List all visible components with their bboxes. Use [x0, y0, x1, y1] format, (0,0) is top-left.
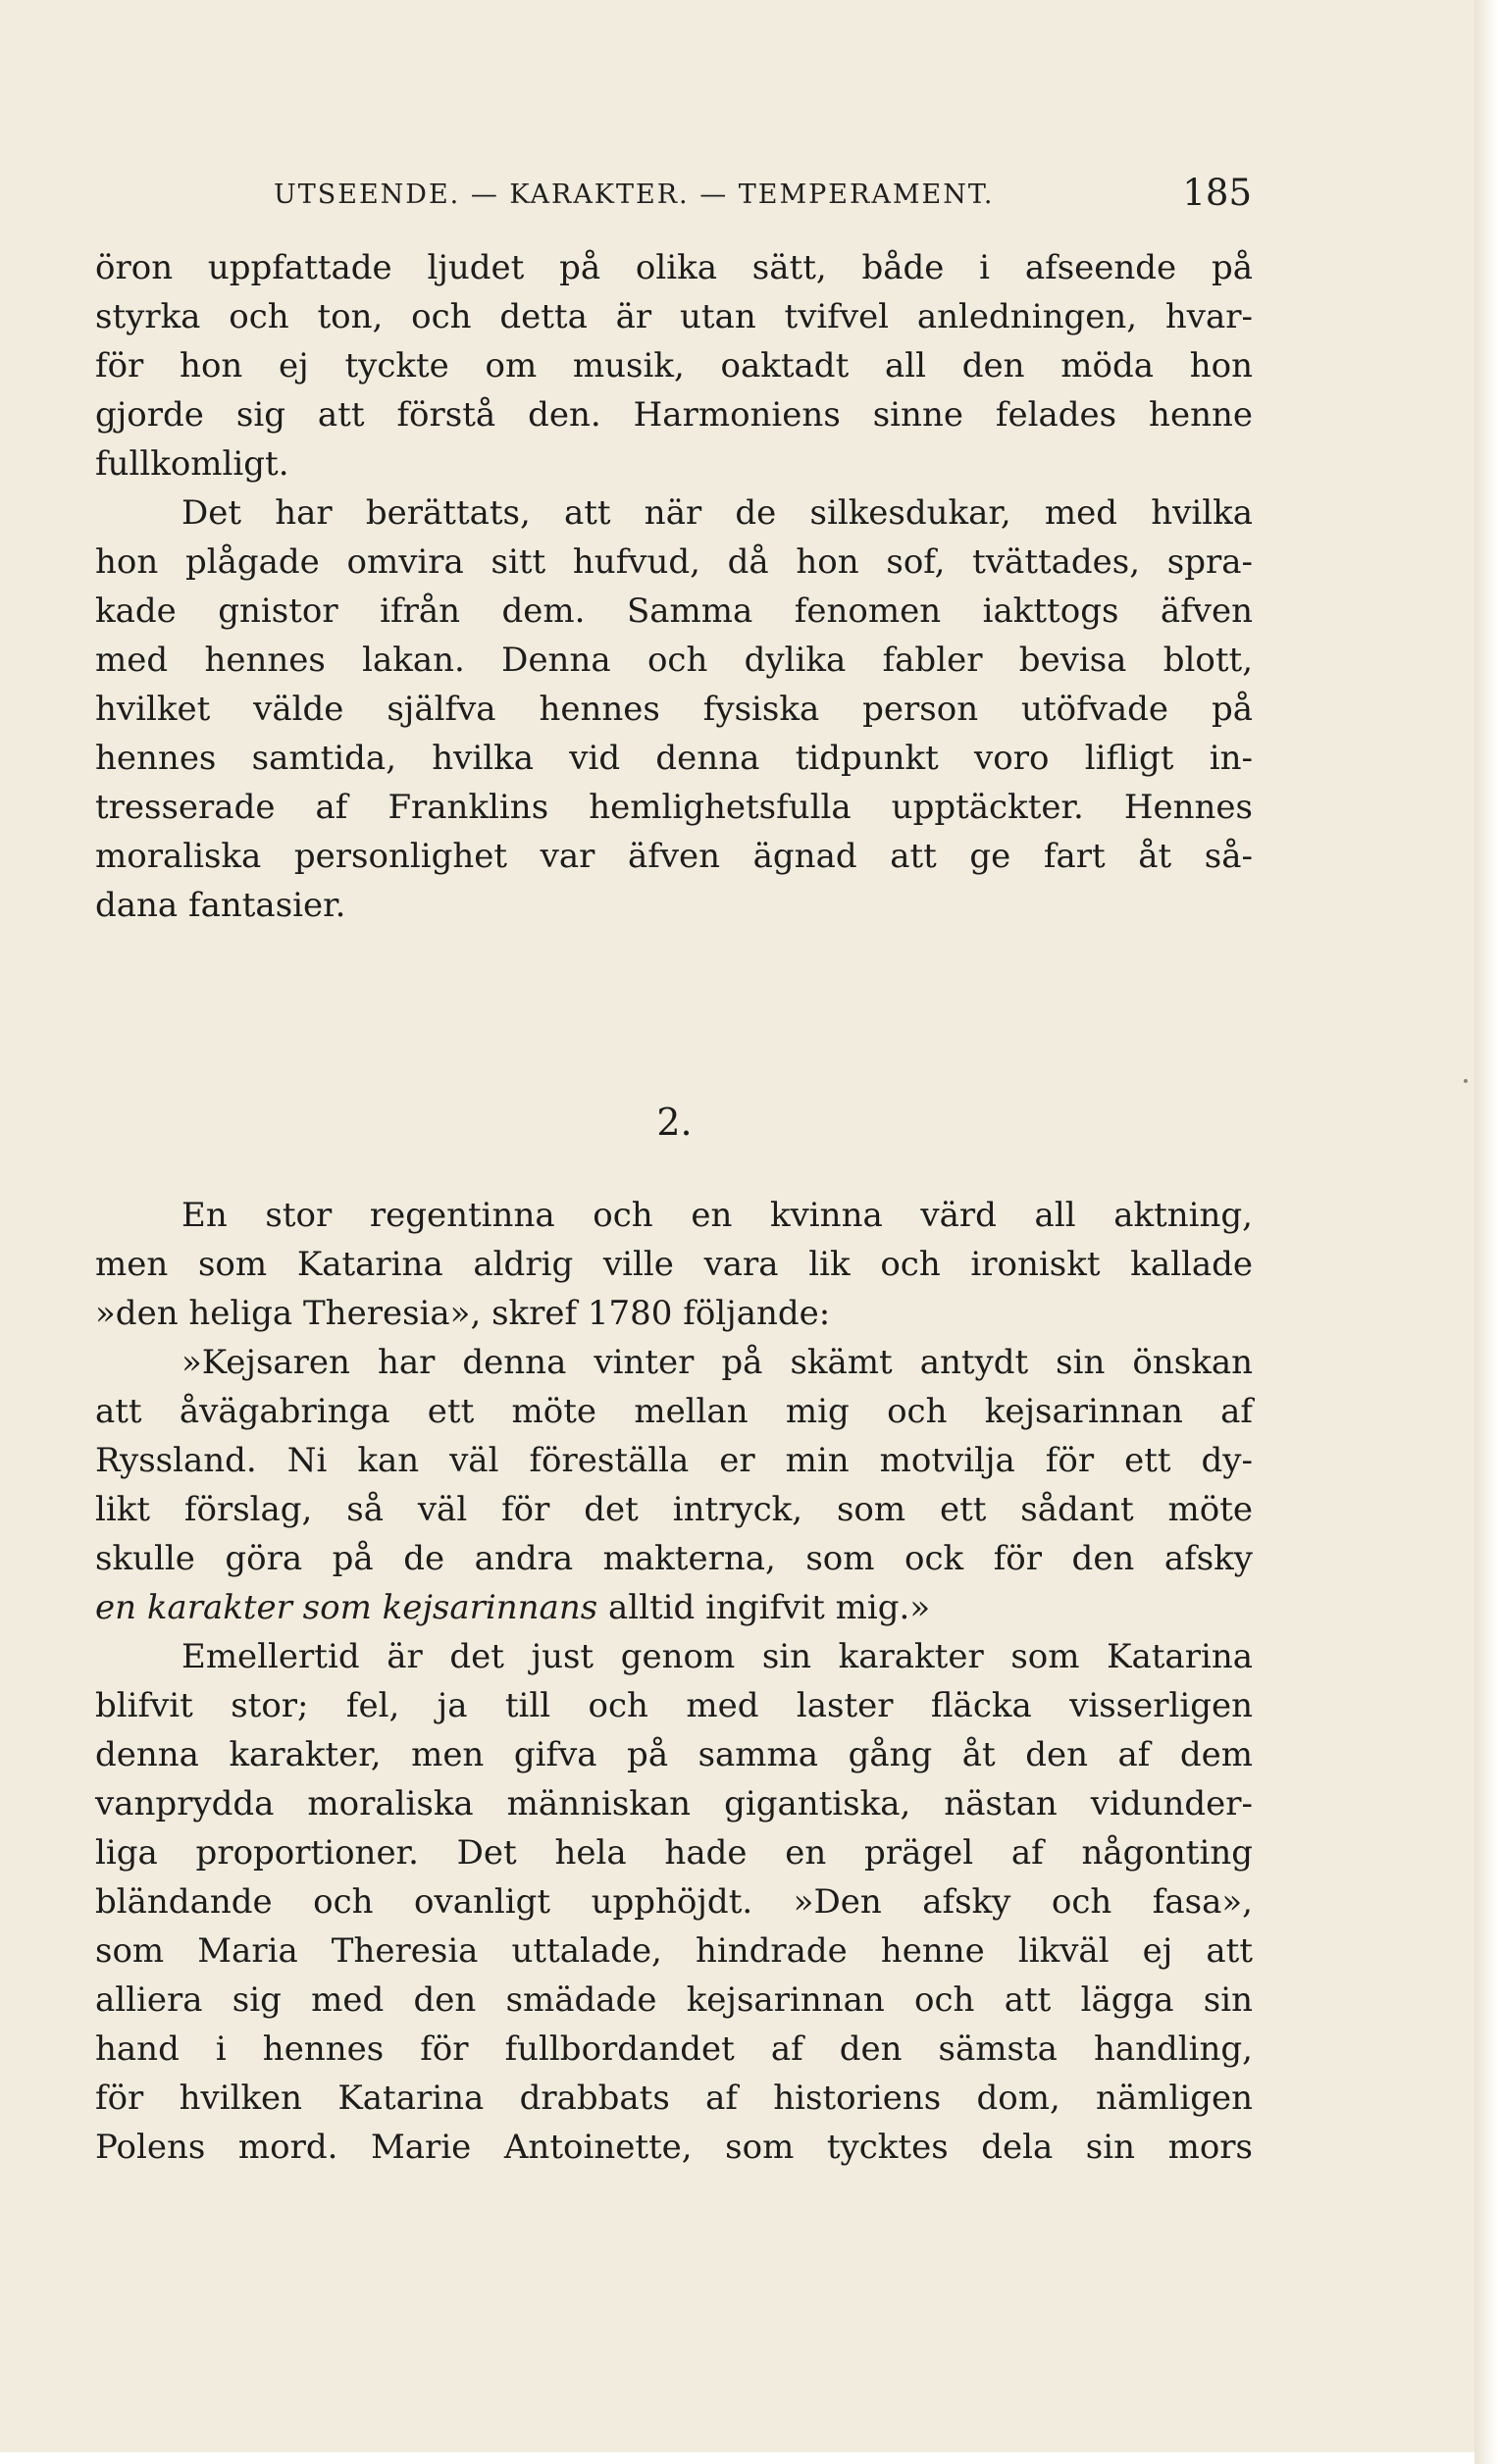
text-line: för hon ej tyckte om musik, oaktadt all den möda hon	[95, 346, 1253, 385]
page-header	[274, 172, 1252, 221]
text-span: alltid ingifvit mig.»	[597, 1588, 931, 1627]
text-line: styrka och ton, och detta är utan tvifvel anledningen, hvar-	[95, 297, 1253, 336]
running-head: UTSEENDE. — KARAKTER. — TEMPERAMENT.	[274, 180, 995, 210]
paper-speck	[1464, 1079, 1468, 1083]
text-line: Emellertid är det just genom sin karakter som Katarina	[181, 1637, 1253, 1676]
text-line: moraliska personlighet var äfven ägnad att ge fart åt så-	[95, 837, 1253, 876]
text-line: skulle göra på de andra makterna, som ock för den afsky	[95, 1539, 1253, 1578]
text-line: kade gnistor ifrån dem. Samma fenomen iakttogs äfven	[95, 591, 1253, 631]
text-line: Det har berättats, att när de silkesdukar, med hvilka	[181, 493, 1253, 533]
text-line: med hennes lakan. Denna och dylika fabler bevisa blott,	[95, 641, 1253, 680]
text-line: En stor regentinna och en kvinna värd all aktning,	[181, 1196, 1253, 1235]
text-line: alliera sig med den smädade kejsarinnan och att lägga sin	[95, 1980, 1253, 2020]
text-line: »den heliga Theresia», skref 1780 följande:	[95, 1294, 831, 1333]
text-line-with-italic	[95, 1583, 1253, 1632]
text-line: men som Katarina aldrig ville vara lik och ironiskt kallade	[95, 1245, 1253, 1284]
text-line: Ryssland. Ni kan väl föreställa er min motvilja för ett dy-	[95, 1441, 1253, 1480]
text-line: hvilket välde själfva hennes fysiska person utöfvade på	[95, 690, 1253, 729]
text-line: fullkomligt.	[95, 444, 289, 484]
text-line: likt förslag, så väl för det intryck, som ett sådant möte	[95, 1490, 1253, 1529]
text-line: liga proportioner. Det hela hade en prägel af någonting	[95, 1833, 1253, 1873]
text-line: blifvit stor; fel, ja till och med laster fläcka visserligen	[95, 1686, 1253, 1725]
text-block-1	[95, 243, 1253, 930]
section-number: 2.	[656, 1101, 693, 1144]
text-line: bländande och ovanligt upphöjdt. »Den afsky och fasa»,	[95, 1882, 1253, 1922]
text-line: gjorde sig att förstå den. Harmoniens sinne felades henne	[95, 395, 1253, 435]
text-line: för hvilken Katarina drabbats af historiens dom, nämligen	[95, 2079, 1253, 2118]
italic-phrase: en karakter som kejsarinnans	[95, 1588, 598, 1627]
text-line: denna karakter, men gifva på samma gång åt den af dem	[95, 1735, 1253, 1774]
text-line: hon plågade omvira sitt hufvud, då hon sof, tvättades, spra-	[95, 542, 1253, 582]
text-line: hand i hennes för fullbordandet af den sämsta handling,	[95, 2029, 1253, 2069]
text-line: att åvägabringa ett möte mellan mig och kejsarinnan af	[95, 1392, 1253, 1431]
page-number: 185	[1182, 172, 1252, 214]
text-line: öron uppfattade ljudet på olika sätt, både i afseende på	[95, 248, 1253, 287]
text-line: Polens mord. Marie Antoinette, som tycktes dela sin mors	[95, 2128, 1253, 2167]
text-line: vanprydda moraliska människan gigantiska, nästan vidunder-	[95, 1784, 1253, 1823]
text-line: hennes samtida, hvilka vid denna tidpunkt voro lifligt in-	[95, 739, 1253, 778]
page-edge	[1474, 0, 1498, 2464]
text-line: tresserade af Franklins hemlighetsfulla upptäckter. Hennes	[95, 788, 1253, 827]
text-block-2	[95, 1191, 1253, 2172]
text-line: »Kejsaren har denna vinter på skämt antydt sin önskan	[181, 1343, 1253, 1382]
text-line: dana fantasier.	[95, 886, 346, 925]
text-line: som Maria Theresia uttalade, hindrade henne likväl ej att	[95, 1931, 1253, 1971]
